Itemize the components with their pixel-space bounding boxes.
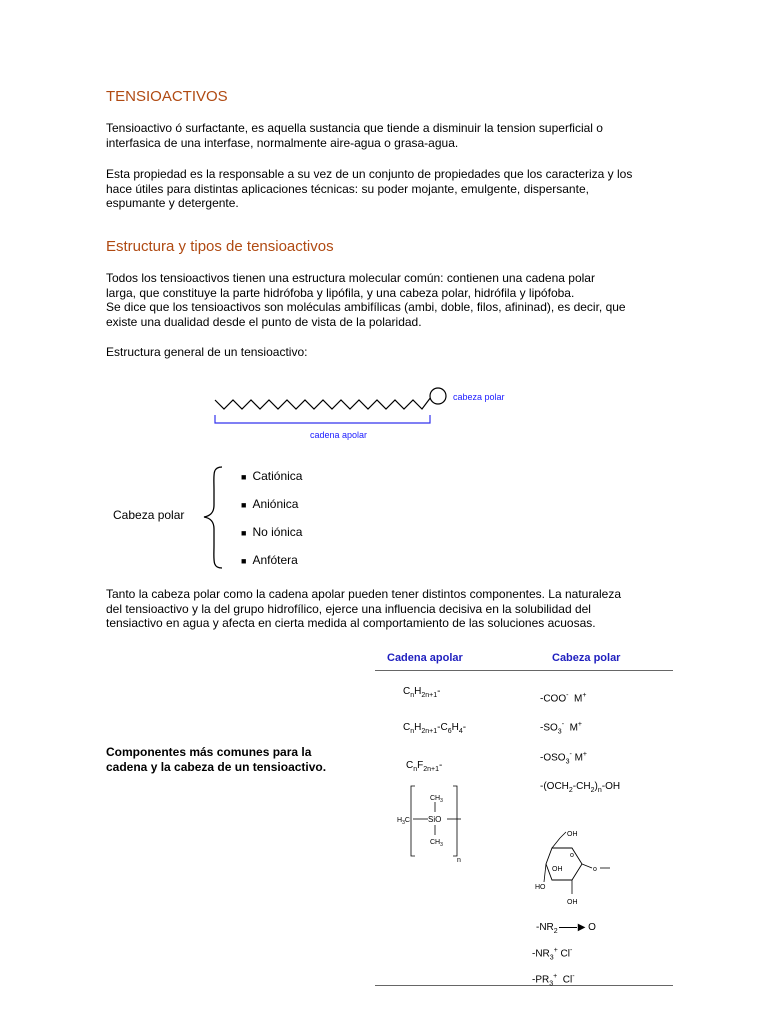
- paragraph-structure: Todos los tensioactivos tienen una estructura molecular común: contienen una cadena polar larga, que constituye la parte hidrófoba y lipófila, y una cabeza polar, hidrófila y lipófoba. Se dice que los tensioactivos son moléculas ambifílicas (ambi, doble, filos, afininad), es decir, que existe una dualidad desde el punto de vista de la polaridad.: [106, 271, 626, 329]
- formula-alkyl: $C_nH_{2n+1}-$: [403, 686, 441, 699]
- section-title: Estructura y tipos de tensioactivos: [106, 238, 334, 255]
- paragraph-components: Tanto la cabeza polar como la cadena apolar pueden tener distintos componentes. La naturaleza del tensioactivo y la del grupo hidrofílico, ejerce una influencia decisiva en la solubilidad del tensiactivo en agua y afecta en cierta medida al comportamiento de las soluciones acuosas.: [106, 587, 622, 630]
- table-top-rule: [375, 670, 673, 671]
- curly-brace: [200, 465, 230, 570]
- formula-phosphonium: $-PR_3^+$ Cl-: [532, 973, 575, 988]
- siloxane-structure: [395, 782, 475, 864]
- formula-alkylphenyl: $C_nH_{2n+1}-C_6H_4-$: [403, 722, 467, 735]
- list-item: ■ Aniónica: [241, 497, 299, 511]
- list-item: ■ No iónica: [241, 525, 303, 539]
- formula-ammonium: $-NR_3^+$ Cl-: [532, 947, 573, 962]
- paragraph-general-structure: Estructura general de un tensioactivo:: [106, 345, 308, 359]
- table-header-chain: Cadena apolar: [387, 652, 463, 664]
- chain-bracket: [215, 415, 430, 423]
- chain-label: cadena apolar: [310, 430, 368, 440]
- polar-head-circle: [430, 388, 446, 404]
- table-bottom-rule: [375, 985, 673, 986]
- formula-carboxylate: -COO- M+: [540, 692, 587, 705]
- svg-text:OH: OH: [567, 831, 578, 838]
- classification-label: Cabeza polar: [113, 508, 185, 522]
- svg-text:OH: OH: [552, 866, 563, 873]
- svg-text:n: n: [457, 857, 461, 864]
- formula-polyethoxy: $-(OCH_2-CH_2)_n-OH$: [540, 781, 621, 794]
- glucoside-structure: [530, 826, 630, 911]
- svg-text:o: o: [570, 852, 574, 859]
- paragraph-properties: Esta propiedad es la responsable a su vez de un conjunto de propiedades que los caracteriza y los hace útiles para distintas aplicaciones técnicas: su poder mojante, emulgente, dispersante, espumante y detergente.: [106, 167, 633, 210]
- svg-text:CH3: $CH_3$: [430, 839, 443, 848]
- list-item: ■ Catiónica: [241, 469, 303, 483]
- formula-perfluoro: $C_nF_{2n+1}-$: [406, 760, 443, 773]
- svg-text:SiO: SiO: [428, 815, 442, 824]
- svg-text:HO: HO: [535, 884, 546, 891]
- hydrocarbon-chain: [215, 397, 431, 409]
- table-caption: Componentes más comunes para la cadena y la cabeza de un tensioactivo.: [106, 745, 327, 774]
- formula-amine-oxide: $-NR_2$ ▶ O: [536, 922, 596, 935]
- page-title: TENSIOACTIVOS: [106, 88, 228, 105]
- svg-text:CH3: $CH_3$: [430, 795, 443, 804]
- formula-sulfonate: $-SO_3^-$ M+: [540, 721, 583, 736]
- table-header-head: Cabeza polar: [552, 652, 621, 664]
- svg-text:H3C: $H_3C$: [397, 817, 410, 826]
- svg-text:OH: OH: [567, 899, 578, 906]
- paragraph-definition: Tensioactivo ó surfactante, es aquella sustancia que tiende a disminuir la tension superficial o interfasica de una interfase, normalmente aire-agua o grasa-agua.: [106, 121, 603, 150]
- list-item: ■ Anfótera: [241, 553, 298, 567]
- formula-sulfate: $-OSO_3^-$ M+: [540, 751, 588, 766]
- svg-text:o: o: [593, 866, 597, 873]
- head-label: cabeza polar: [453, 392, 505, 402]
